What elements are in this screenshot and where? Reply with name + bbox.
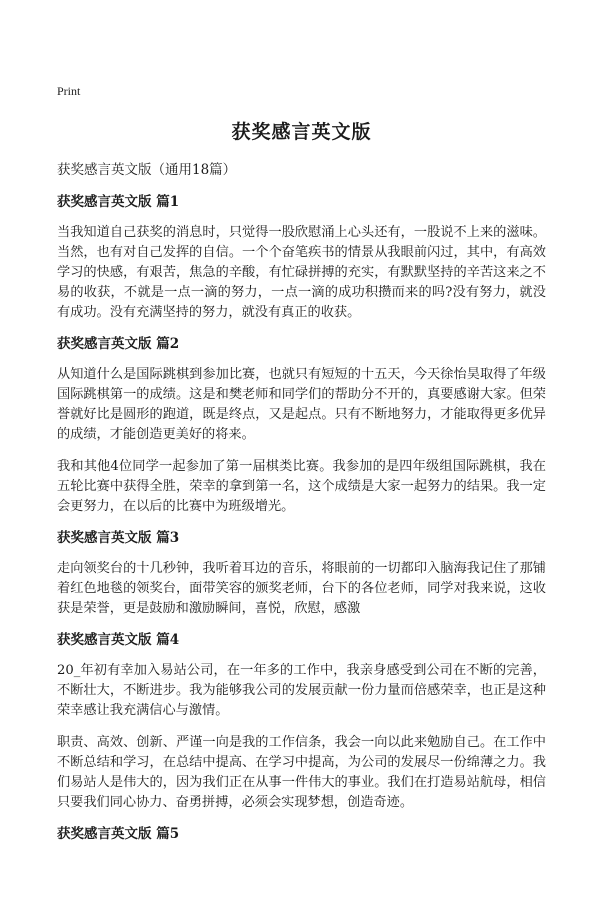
paragraph: 我和其他4位同学一起参加了第一届棋类比赛。我参加的是四年级组国际跳棋，我在五轮比赛中获得全胜，荣幸的拿到第一名，这个成绩是大家一起努力的结果。我一定会更努力，在以后的比赛中为班级增光。 <box>57 459 546 514</box>
document-subtitle: 获奖感言英文版（通用18篇） <box>57 162 237 178</box>
page-title: 获奖感言英文版 <box>231 121 372 143</box>
section-5 <box>57 825 546 843</box>
section-heading: 获奖感言英文版 篇1 <box>57 194 180 210</box>
paragraph: 从知道什么是国际跳棋到参加比赛，也就只有短短的十五天，今天徐怡昊取得了年级国际跳棋第一的成绩。这是和樊老师和同学们的帮助分不开的，真要感谢大家。但荣誉就好比是圆形的跑道，既是终点，又是起点。只有不断地努力，才能取得更多优异的成绩，才能创造更美好的将来。 <box>57 367 546 442</box>
paragraph: 当我知道自己获奖的消息时，只觉得一股欣慰涌上心头还有，一股说不上来的滋味。当然，也有对自己发挥的自信。一个个奋笔疾书的情景从我眼前闪过，其中，有高效学习的快感，有艰苦，焦急的辛酸，有忙碌拼搏的充实，有默默坚持的辛苦这来之不易的收获，不就是一点一滴的努力，一点一滴的成功积攒而来的吗?没有努力，就没有成功。没有充满坚持的努力，就没有真正的收获。 <box>57 225 546 320</box>
paragraph: 走向领奖台的十几秒钟，我听着耳边的音乐，将眼前的一切都印入脑海我记住了那铺着红色地毯的领奖台，面带笑容的颁奖老师，台下的各位老师，同学对我来说，这收获是荣誉，更是鼓励和激励瞬间，喜悦，欣慰，感激 <box>57 561 546 616</box>
paragraph: 职责、高效、创新、严谨一向是我的工作信条，我会一向以此来勉励自己。在工作中不断总结和学习，在总结中提高、在学习中提高，为公司的发展尽一份绵薄之力。我们易站人是伟大的，因为我们正在从事一件伟大的事业。我们在打造易站航母，相信只要我们同心协力、奋勇拼搏，必须会实现梦想，创造奇迹。 <box>57 735 546 810</box>
section-3 <box>57 529 546 619</box>
section-heading: 获奖感言英文版 篇3 <box>57 530 180 546</box>
print-label[interactable]: Print <box>57 84 81 98</box>
section-heading: 获奖感言英文版 篇4 <box>57 632 180 648</box>
section-heading: 获奖感言英文版 篇2 <box>57 336 180 352</box>
section-1 <box>57 193 546 323</box>
section-heading: 获奖感言英文版 篇5 <box>57 826 180 842</box>
section-4 <box>57 631 546 813</box>
section-2 <box>57 335 546 517</box>
paragraph: 20_年初有幸加入易站公司，在一年多的工作中，我亲身感受到公司在不断的完善，不断壮大，不断进步。我为能够我公司的发展贡献一份力量而倍感荣幸，也正是这种荣幸感让我充满信心与激情。 <box>57 663 546 718</box>
